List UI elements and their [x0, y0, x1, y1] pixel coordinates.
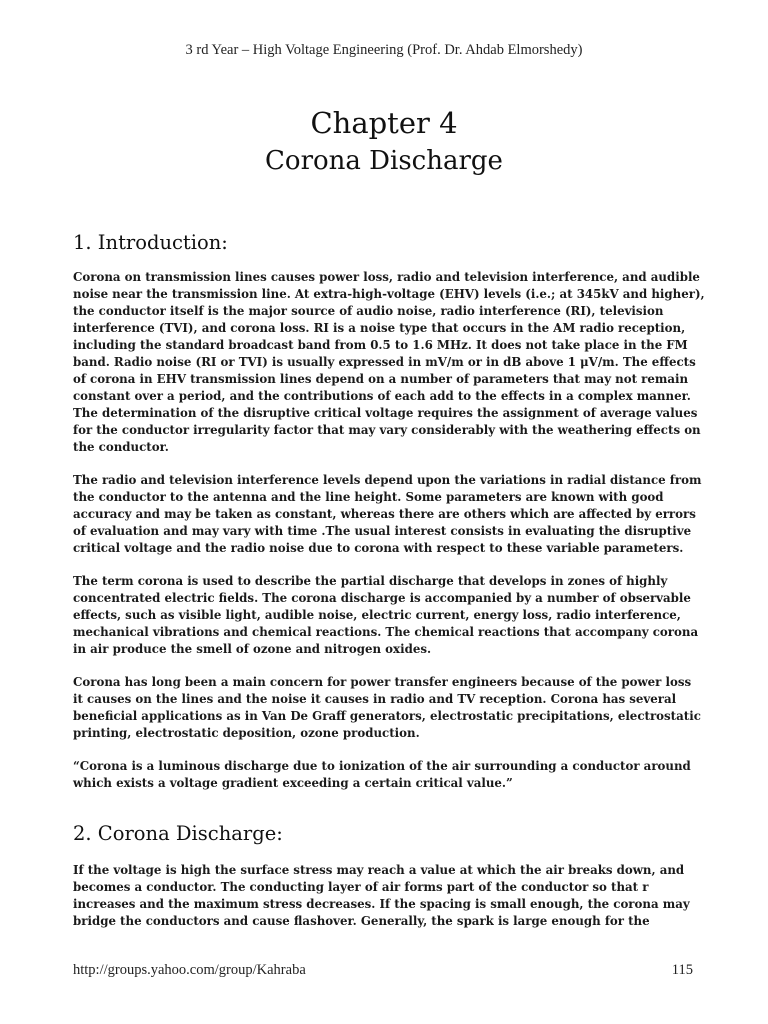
section-heading-introduction: 1. Introduction: — [73, 231, 228, 254]
chapter-number: Chapter 4 — [310, 106, 458, 140]
paragraph: Corona on transmission lines causes power loss, radio and television interference, and audible noise near the transmission line. At extra-high-voltage (EHV) levels (i.e.; at 345kV and higher), the conductor itself is the major source of audio noise, radio interference (RI), television interference (TVI), and corona loss. RI is a noise type that occurs in the AM radio reception, including the standard broadcast band from 0.5 to 1.6 MHz. It does not take place in the FM band. Radio noise (RI or TVI) is usually expressed in mV/m or in dB above 1 μV/m. The effects of corona in EHV transmission lines depend on a number of parameters that may not remain constant over a period, and the contributions of each add to the effects in a complex manner. The determination of the disruptive critical voltage requires the assignment of average values for the conductor irregularity factor that may vary considerably with the weathering effects on the conductor. — [73, 270, 705, 454]
footer-url-link[interactable]: http://groups.yahoo.com/group/Kahraba — [73, 962, 306, 978]
running-header: 3 rd Year – High Voltage Engineering (Prof. Dr. Ahdab Elmorshedy) — [185, 42, 583, 58]
page-number: 115 — [671, 962, 693, 978]
paragraph: If the voltage is high the surface stress may reach a value at which the air breaks down, and becomes a conductor. The conducting layer of air forms part of the conductor so that r increases and the maximum stress decreases. If the spacing is small enough, the corona may bridge the conductors and cause flashover. Generally, the spark is large enough for the — [73, 863, 690, 928]
paragraph: Corona has long been a main concern for power transfer engineers because of the power loss it causes on the lines and the noise it causes in radio and TV reception. Corona has several beneficial applications as in Van De Graff generators, electrostatic precipitations, electrostatic printing, electrostatic deposition, ozone production. — [73, 675, 701, 740]
chapter-title: Corona Discharge — [265, 146, 503, 176]
paragraph: The radio and television interference levels depend upon the variations in radial distance from the conductor to the antenna and the line height. Some parameters are known with good accuracy and may be taken as constant, whereas there are others which are affected by errors of evaluation and may vary with time .The usual interest consists in evaluating the disruptive critical voltage and the radio noise due to corona with respect to these variable parameters. — [73, 473, 702, 555]
paragraph: The term corona is used to describe the partial discharge that develops in zones of highly concentrated electric fields. The corona discharge is accompanied by a number of observable effects, such as visible light, audible noise, electric current, energy loss, radio interference, mechanical vibrations and chemical reactions. The chemical reactions that accompany corona in air produce the smell of ozone and nitrogen oxides. — [73, 574, 699, 656]
running-footer — [73, 962, 693, 979]
section-heading-corona-discharge: 2. Corona Discharge: — [73, 822, 283, 845]
definition-quote: “Corona is a luminous discharge due to ionization of the air surrounding a conductor around which exists a voltage gradient exceeding a certain critical value.” — [73, 759, 691, 790]
